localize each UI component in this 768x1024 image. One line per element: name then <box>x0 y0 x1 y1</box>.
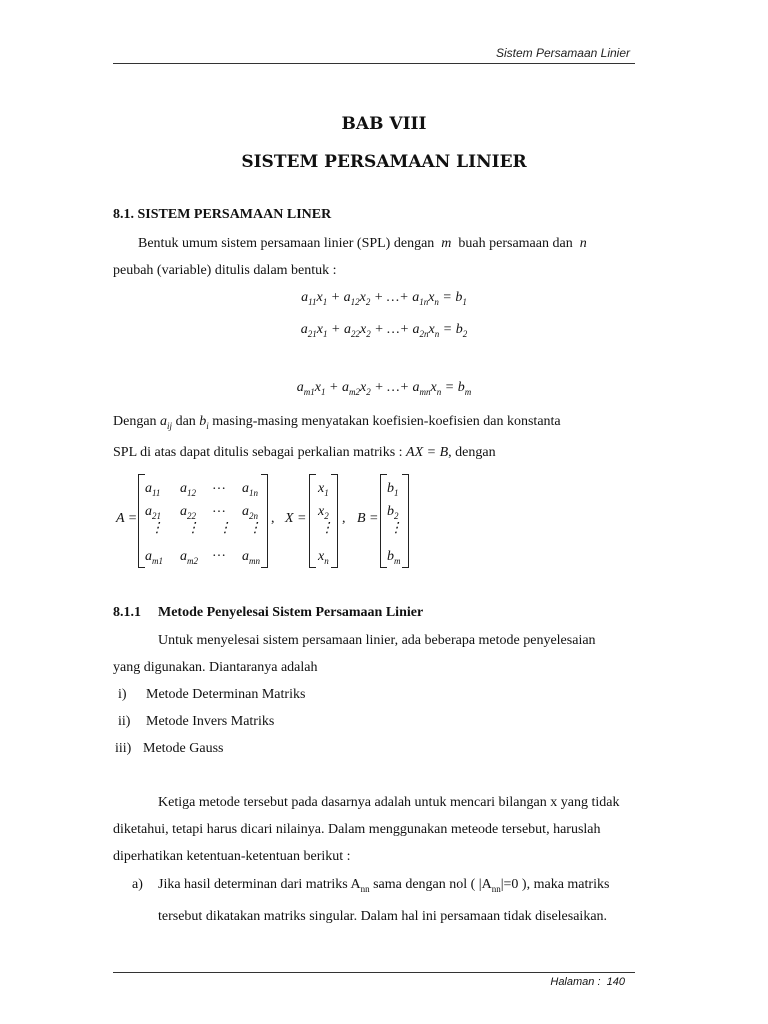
list-item: iii) Metode Gauss <box>115 741 224 756</box>
matrix-b-right-bracket <box>402 474 409 568</box>
requirement-item-a: a) Jika hasil determinan dari matriks $A_{nn}$ sama dengan nol ( $|A_{nn}|=0$ ), maka matriks tersebut dikatakan matriks singular. Dalam hal ini persamaan tidak diselesaikan. <box>132 877 610 924</box>
matrix-definitions: A = $a_{11}$ $a_{12}$ … $a_{1n}$ $a_{21}$ $a_{22}$ … $a_{2n}$ ⋮ ⋮ ⋮ ⋮ $a_{m1}$ $a_{m2}$ … $a_{mn}$ , X = $x_1$ $x_2$ ⋮ $x_n$ , B = $b_1$ $b_2$ ⋮ $b_m$ <box>0 0 768 1024</box>
coefficient-paragraph: Dengan $a_{ij}$ dan $b_i$ masing-masing menyatakan koefisien-koefisien dan konstanta <box>113 414 561 431</box>
equation-row-2: $a_{21}x_1 + a_{22}x_2$ + …+ $a_{2n}x_n = b_2$ <box>300 322 468 339</box>
subsection-heading: Metode Penyelesai Sistem Persamaan Linier <box>158 605 424 620</box>
chapter-label: BAB VIII <box>341 114 427 134</box>
intro-paragraph: Bentuk umum sistem persamaan linier (SPL) dengan m buah persamaan dan n peubah (variable) ditulis dalam bentuk : <box>113 236 587 278</box>
methods-list <box>115 681 306 762</box>
equation-row-1: $a_{11}x_1 + a_{12}x_2$ + …+ $a_{1n}x_n = b_1$ <box>301 290 467 307</box>
running-header: Sistem Persamaan Linier <box>495 46 630 60</box>
section-heading: 8.1. SISTEM PERSAMAAN LINER <box>113 207 332 222</box>
methods-intro-paragraph: Untuk menyelesai sistem persamaan linier, ada beberapa metode penyelesaian yang digunakan. Diantaranya adalah <box>113 633 596 675</box>
footer-rule <box>113 972 635 973</box>
page-number: 140 <box>606 976 625 988</box>
matrix-b-left-bracket <box>380 474 387 568</box>
matrix-x-right-bracket <box>331 474 338 568</box>
list-item: ii) Metode Invers Matriks <box>118 714 275 729</box>
matrix-form-paragraph: SPL di atas dapat ditulis sebagai perkalian matriks : AX = B, dengan <box>113 445 496 460</box>
list-item: i) Metode Determinan Matriks <box>118 687 306 702</box>
requirements-paragraph: Ketiga metode tersebut pada dasarnya adalah untuk mencari bilangan x yang tidak diketahui, tetapi harus dicari nilainya. Dalam menggunakan meteode tersebut, haruslah diperhatikan ketentuan-ketentuan berikut : <box>113 795 620 864</box>
matrix-a-left-bracket <box>138 474 145 568</box>
page-footer: Halaman : 140 <box>550 976 625 988</box>
matrix-x-left-bracket <box>309 474 316 568</box>
subsection-number: 8.1.1 <box>113 605 141 620</box>
equation-row-m: $a_{m1}x_1 + a_{m2}x_2$ + …+ $a_{mn}x_n = b_m$ <box>296 380 472 397</box>
chapter-title: SISTEM PERSAMAAN LINIER <box>241 152 527 172</box>
matrix-a-right-bracket <box>261 474 268 568</box>
